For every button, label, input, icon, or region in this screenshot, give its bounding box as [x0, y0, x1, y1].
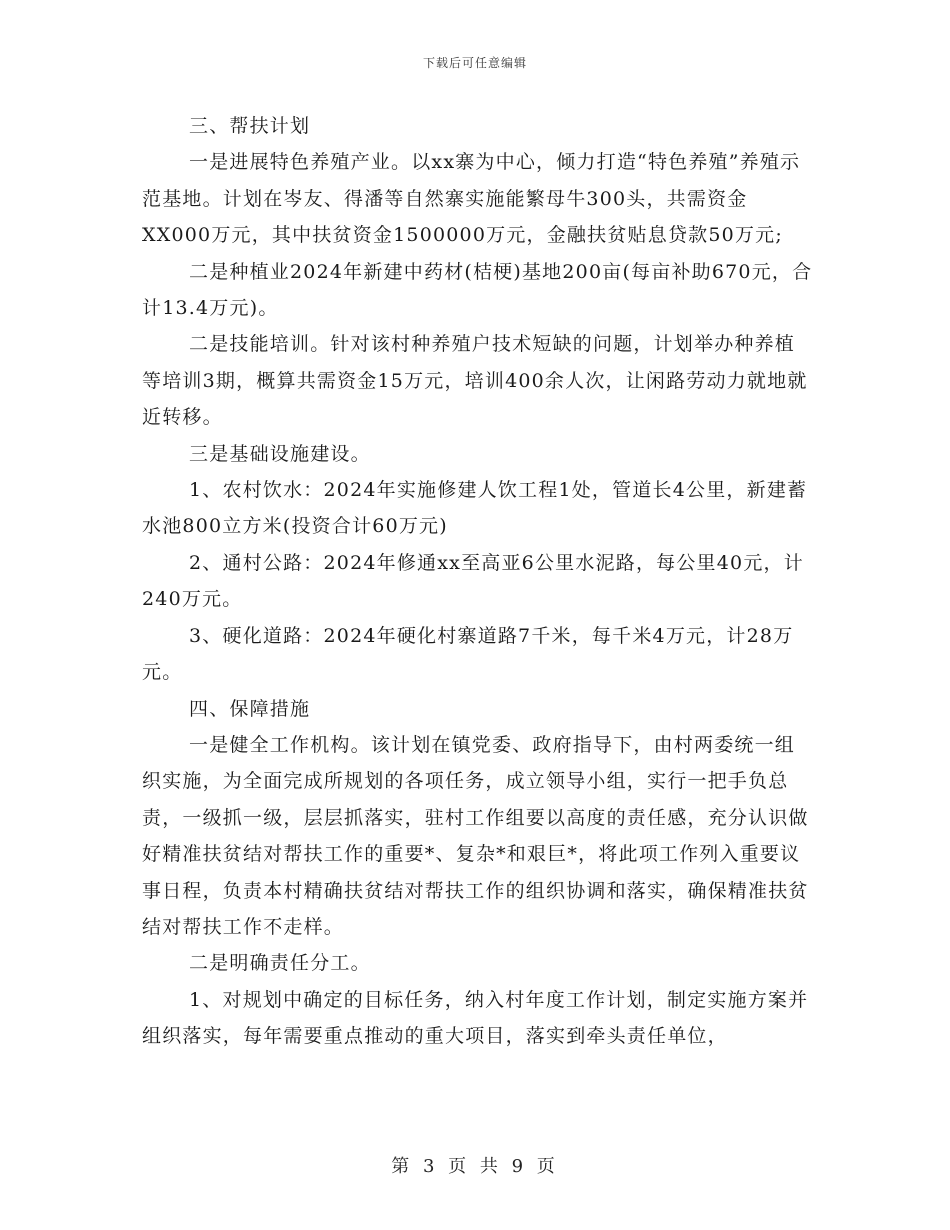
page-header-note: 下载后可任意编辑 [422, 56, 527, 70]
paragraph-breeding-industry: 一是进展特色养殖产业。以xx寨为中心，倾力打造“特色养殖”养殖示范基地。计划在岑友、得潘等自然寨实施能繁母牛300头，共需资金XX000万元，其中扶贫资金1500000万元，金融扶贫贴息贷款50万元; [142, 151, 801, 247]
section-heading-assistance-plan: 三、帮扶计划 [189, 115, 311, 137]
paragraph-hardened-road: 3、硬化道路：2024年硬化村寨道路7千米，每千米4万元，计28万元。 [142, 624, 794, 684]
paragraph-skill-training: 二是技能培训。针对该村种养殖户技术短缺的问题，计划举办种养植等培训3期，概算共需资金15万元，培训400余人次，让闲路劳动力就地就近转移。 [142, 333, 808, 429]
paragraph-work-organization: 一是健全工作机构。该计划在镇党委、政府指导下，由村两委统一组织实施，为全面完成所规划的各项任务，成立领导小组，实行一把手负总责，一级抓一级，层层抓落实，驻村工作组要以高度的责任感，充分认识做好精准扶贫结对帮扶工作的重要*、复杂*和艰巨*，将此项工作列入重要议事日程，负责本村精确扶贫结对帮扶工作的组织协调和落实，确保精准扶贫结对帮扶工作不走样。 [142, 733, 809, 938]
paragraph-rural-water: 1、农村饮水：2024年实施修建人饮工程1处，管道长4公里，新建蓄水池800立方米(投资合计60万元) [142, 479, 808, 538]
paragraph-village-road: 2、通村公路：2024年修通xx至高亚6公里水泥路，每公里40元，计240万元。 [142, 551, 804, 611]
paragraph-infrastructure: 三是基础设施建设。 [189, 442, 371, 465]
document-body [142, 108, 814, 1055]
paragraph-responsibility: 二是明确责任分工。 [189, 952, 371, 975]
section-heading-safeguards: 四、保障措施 [189, 697, 311, 720]
paragraph-planting: 二是种植业2024年新建中药材(桔梗)基地200亩(每亩补助670元，合计13.4万元)。 [142, 260, 813, 320]
page-number: 第 3 页 共 9 页 [391, 1156, 559, 1177]
paragraph-targets: 1、对规划中确定的目标任务，纳入村年度工作计划，制定实施方案并组织落实，每年需要重点推动的重大项目，落实到牵头责任单位， [142, 988, 809, 1048]
